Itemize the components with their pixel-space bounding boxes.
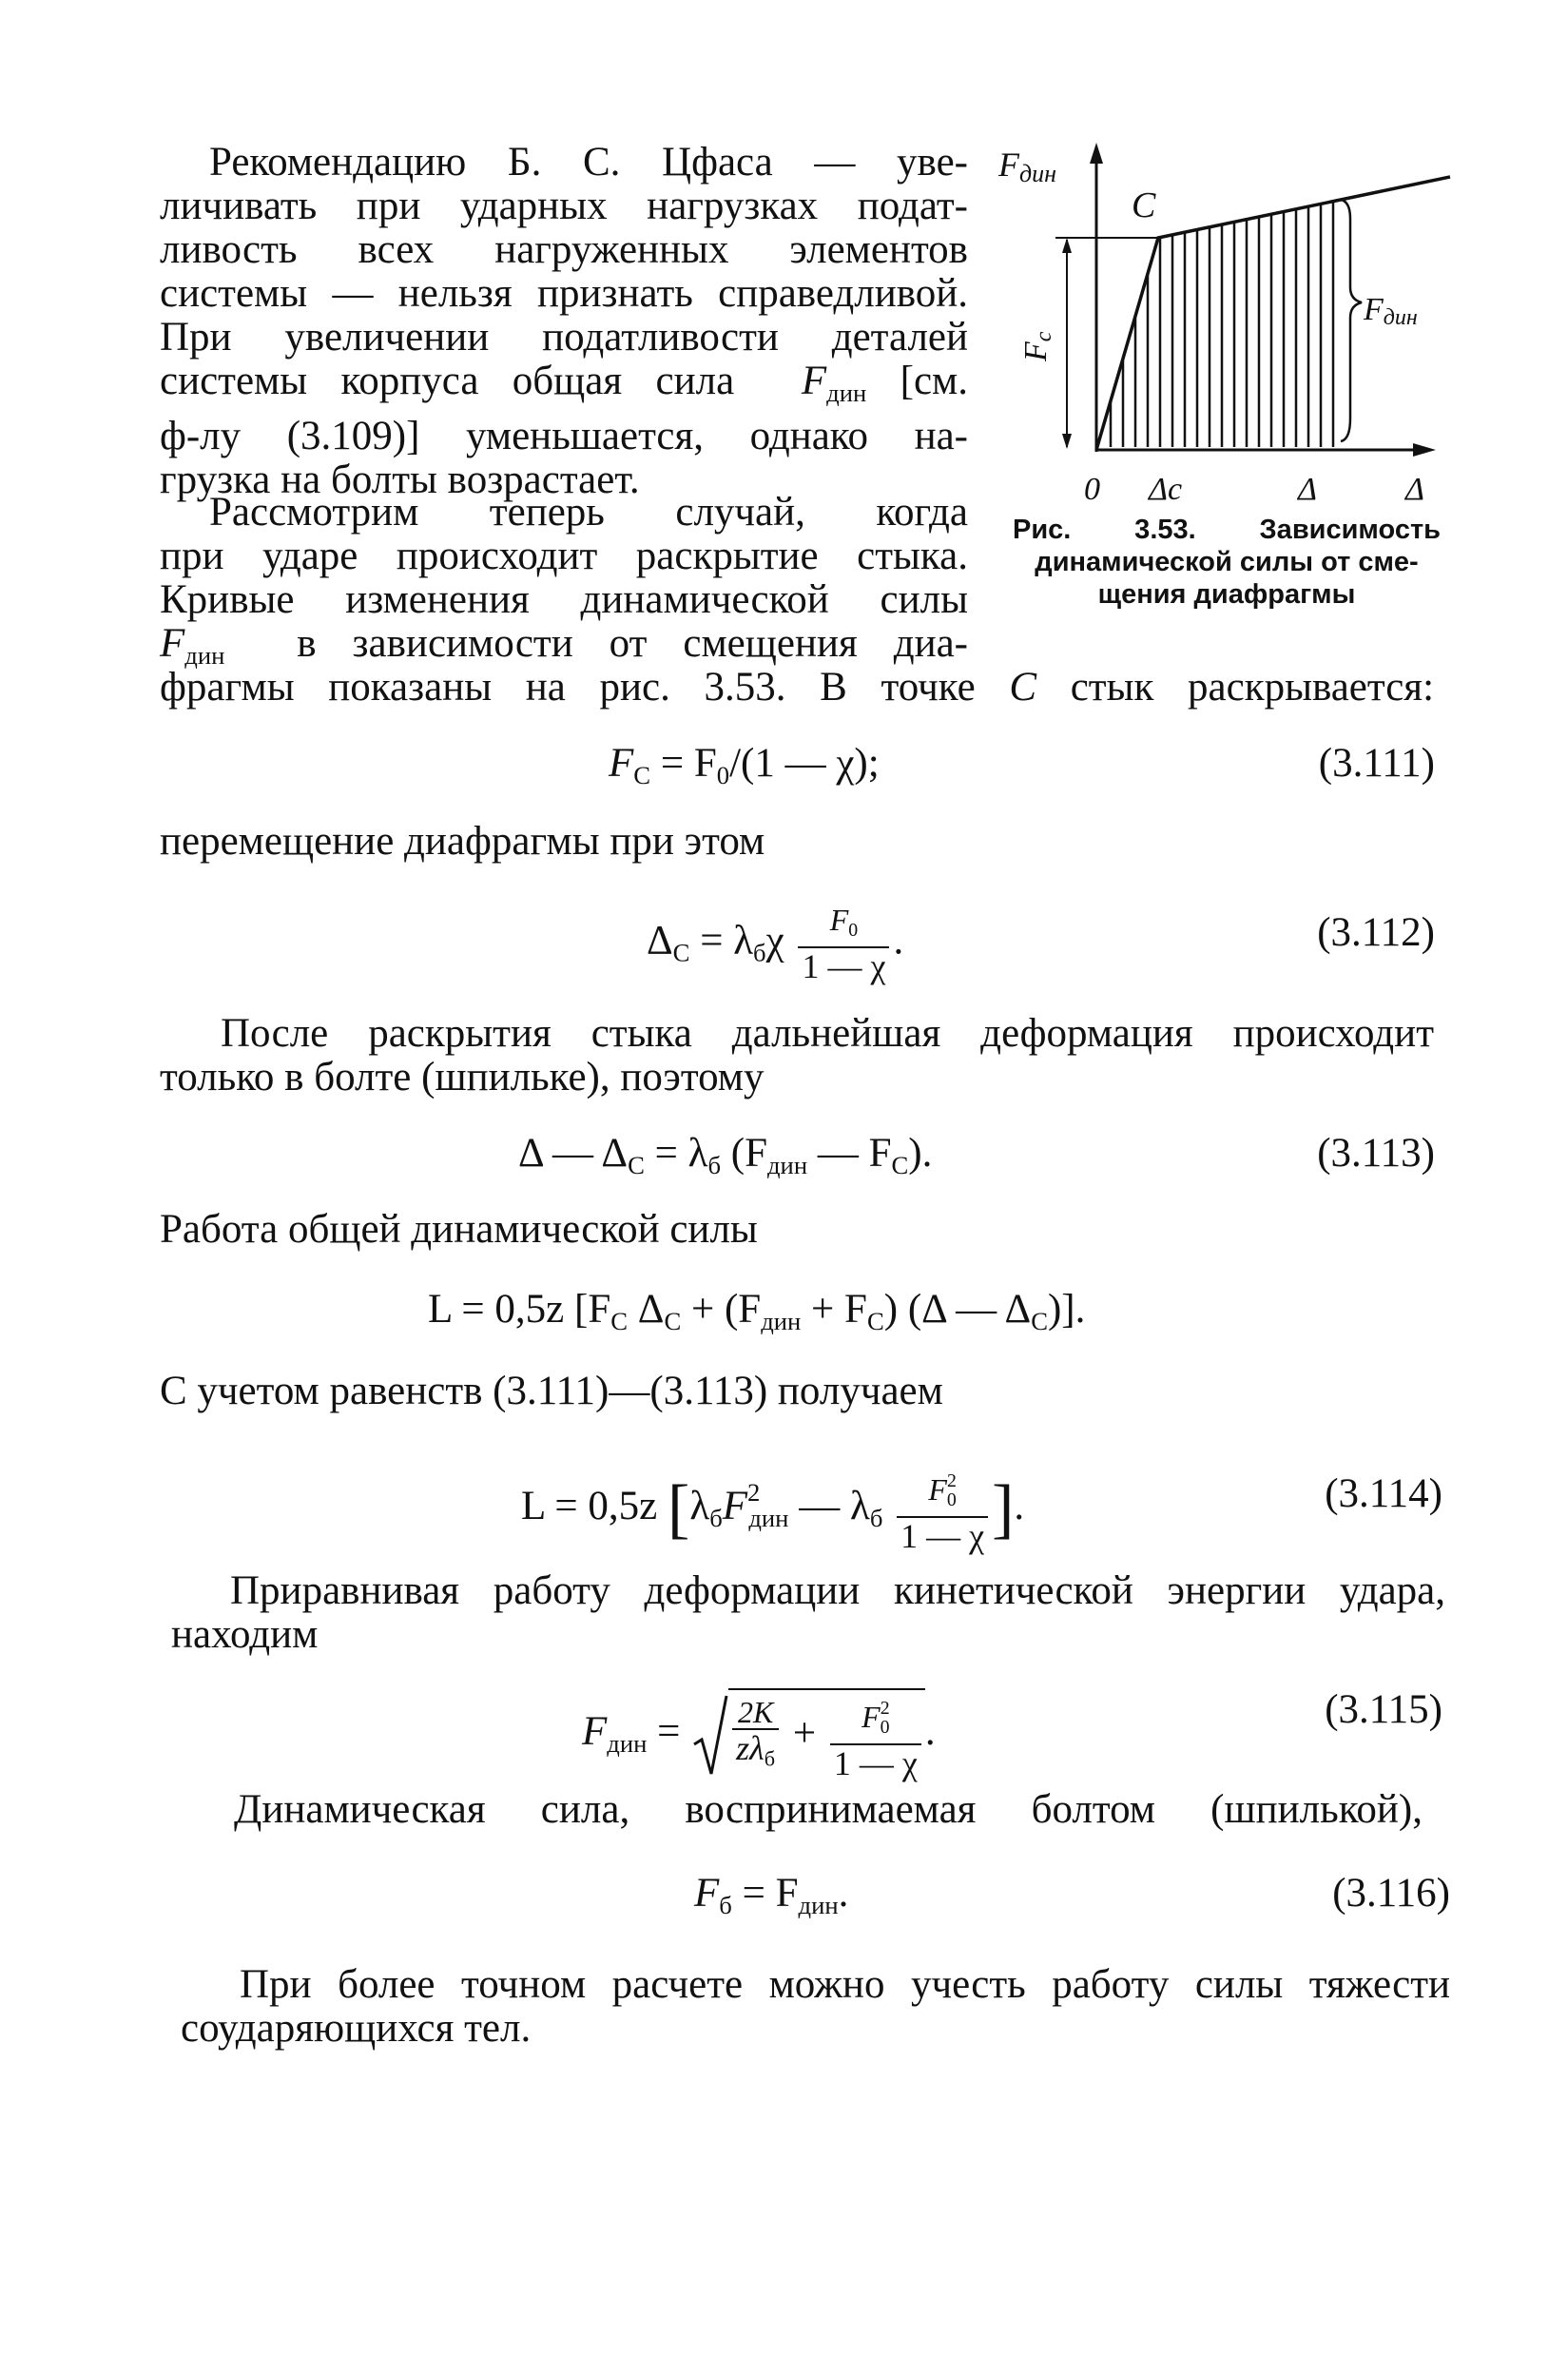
equation-3-111 xyxy=(609,742,880,797)
numerator: F xyxy=(829,903,849,937)
superscript: 2 xyxy=(880,1698,890,1719)
subscript: б xyxy=(869,1503,883,1532)
equation-part: Δ — Δ xyxy=(518,1131,629,1176)
text-line: Приравнивая работу деформации кинетической энергии удара, xyxy=(230,1568,1445,1613)
subscript: C xyxy=(628,1150,645,1179)
fraction xyxy=(897,1465,988,1554)
denominator: zλ xyxy=(736,1729,765,1768)
paragraph-recommendation xyxy=(160,141,968,502)
text-line: только в болте (шпильке), поэтому xyxy=(160,1055,765,1099)
bracket-close: ] xyxy=(992,1471,1015,1546)
equation-3-112 xyxy=(647,904,903,984)
numerator: 2K xyxy=(737,1695,774,1730)
y-axis-label: Fдин xyxy=(998,146,1057,187)
text-line xyxy=(160,1208,1434,1252)
subscript: дин xyxy=(748,1503,789,1532)
text-line: При увеличении податливости деталей xyxy=(160,315,968,360)
equation-part: . xyxy=(1014,1483,1025,1528)
symbol: F xyxy=(722,1483,748,1528)
fc-arrow-bottom xyxy=(1062,434,1072,449)
equation-work xyxy=(428,1288,1085,1343)
equation-part: + F xyxy=(801,1287,867,1332)
bracket-open: [ xyxy=(668,1471,690,1546)
square-root xyxy=(690,1688,925,1781)
fc-arrow-top xyxy=(1062,238,1072,253)
subscript: дин xyxy=(826,378,867,407)
equation-part: (F xyxy=(721,1131,767,1176)
subscript: б xyxy=(707,1150,722,1179)
text-segment: С учетом равенств (3.111)—(3.113) получаем xyxy=(160,1369,943,1413)
text-line xyxy=(234,1788,1423,1832)
subscript: дин xyxy=(767,1150,808,1179)
brace xyxy=(1341,200,1362,441)
fraction xyxy=(798,904,889,984)
paragraph-equating xyxy=(171,1569,1445,1657)
equation-part: = λ xyxy=(700,918,754,963)
text-line xyxy=(160,820,1434,864)
text-line: Кривые изменения динамической силы xyxy=(160,577,968,622)
equation-part: . xyxy=(893,918,904,963)
text-segment: перемещение диафрагмы при этом xyxy=(160,819,765,864)
x-axis-arrow xyxy=(1413,443,1436,457)
text-segment: в зависимости от смещения диа- xyxy=(297,621,968,666)
numerator: F xyxy=(861,1699,881,1734)
fraction xyxy=(732,1696,779,1778)
subscript: 0 xyxy=(946,1489,957,1510)
text-line: при ударе происходит раскрытие стыка. xyxy=(160,534,968,578)
text-line: системы — нельзя признать справедливой. xyxy=(160,271,968,316)
equation-number: (3.116) xyxy=(1332,1871,1450,1916)
fraction xyxy=(830,1692,921,1781)
text-line xyxy=(160,666,1434,710)
equation-number: (3.111) xyxy=(1318,741,1435,786)
subscript: дин xyxy=(607,1728,648,1758)
equation-part: /(1 — χ); xyxy=(729,741,880,786)
equation-number: (3.114) xyxy=(1325,1471,1442,1516)
caption-line: щения диафрагмы xyxy=(1097,579,1356,610)
subscript: 0 xyxy=(880,1716,890,1738)
symbol-f: F xyxy=(160,621,185,666)
text-line: находим xyxy=(171,1612,319,1657)
radical-sign xyxy=(690,1692,728,1778)
text-segment: стык раскрывается: xyxy=(1070,665,1435,710)
subscript: дин xyxy=(761,1306,802,1335)
equation-part: L = 0,5z [F xyxy=(428,1287,611,1332)
equation-3-115 xyxy=(582,1688,936,1781)
text-segment: системы корпуса общая сила xyxy=(160,359,735,403)
subscript: б xyxy=(764,1746,776,1771)
subscript: б xyxy=(709,1503,723,1532)
denominator: 1 — χ xyxy=(833,1743,918,1782)
figure-caption xyxy=(1013,514,1441,611)
caption-line: Рис. 3.53. Зависимость xyxy=(1013,515,1441,545)
point-c-label: C xyxy=(1132,185,1156,225)
text-segment: фрагмы показаны на рис. 3.53. В точке xyxy=(160,665,976,710)
paragraph-consider xyxy=(160,491,968,677)
subscript: C xyxy=(664,1306,682,1335)
fc-label: Fc xyxy=(1018,331,1056,361)
text-line: личивать при ударных нагрузках подат- xyxy=(160,184,968,228)
subscript: б xyxy=(719,1890,732,1919)
subscript: C xyxy=(633,760,651,789)
subscript: дин xyxy=(184,640,225,670)
symbol: F xyxy=(694,1871,720,1916)
x-label-delta-end: Δ xyxy=(1405,472,1424,507)
symbol: χ xyxy=(765,918,784,963)
text-segment: Работа общей динамической силы xyxy=(160,1207,758,1252)
point-label: C xyxy=(1009,665,1037,710)
equation-3-113 xyxy=(518,1132,932,1187)
equation-part: = λ xyxy=(644,1131,708,1176)
equation-part: ). xyxy=(908,1131,933,1176)
equation-part: L = 0,5z xyxy=(521,1483,658,1528)
text-line: ливость всех нагруженных элементов xyxy=(160,227,968,272)
text-line: Рассмотрим теперь случай, когда xyxy=(209,490,968,535)
subscript: C xyxy=(672,938,690,967)
numerator: F xyxy=(928,1471,947,1507)
radicand xyxy=(728,1688,925,1781)
text-line xyxy=(160,1370,1434,1413)
superscript: 2 xyxy=(946,1470,957,1491)
text-segment: [см. xyxy=(900,359,969,403)
subscript: C xyxy=(866,1306,884,1335)
equation-part: Δ xyxy=(628,1287,665,1332)
brace-label: Fдин xyxy=(1364,292,1418,330)
text-line: соударяющихся тел. xyxy=(181,2006,532,2051)
equation-3-116 xyxy=(694,1872,848,1927)
equation-part: — F xyxy=(807,1131,892,1176)
subscript: 0 xyxy=(848,919,859,941)
equation-part: = F xyxy=(660,741,717,786)
x-label-delta: Δ xyxy=(1298,472,1317,507)
subscript: дин xyxy=(798,1890,839,1919)
text-line: Рекомендацию Б. С. Цфаса — уве- xyxy=(209,140,968,185)
subscript: C xyxy=(891,1150,909,1179)
paragraph-final xyxy=(181,1963,1450,2051)
subscript: C xyxy=(610,1306,629,1335)
symbol-f: F xyxy=(801,359,827,403)
paragraph-consider-end xyxy=(160,666,1434,710)
equation-part: = F xyxy=(731,1871,799,1916)
symbol: Δ xyxy=(647,918,673,963)
paragraph-after-opening xyxy=(160,1012,1434,1099)
text-line: После раскрытия стыка дальнейшая деформация происходит xyxy=(221,1011,1434,1056)
text-line: грузка на болты возрастает. xyxy=(160,457,640,502)
equation-part: + xyxy=(792,1710,817,1756)
text-line: При более точном расчете можно учесть работу силы тяжести xyxy=(240,1962,1450,2007)
x-label-delta-c: Δc xyxy=(1149,472,1183,507)
text-segment: Динамическая сила, воспринимаемая болтом (шпилькой), xyxy=(234,1787,1423,1832)
equation-part: = xyxy=(657,1708,681,1754)
x-label-0: 0 xyxy=(1084,472,1100,507)
equation-part: λ xyxy=(689,1483,710,1528)
equation-number: (3.112) xyxy=(1317,910,1435,955)
denominator: 1 — χ xyxy=(900,1516,985,1555)
caption-line: динамической силы от сме- xyxy=(1035,547,1419,577)
equation-number: (3.113) xyxy=(1317,1131,1435,1176)
y-axis-arrow xyxy=(1090,143,1103,164)
equation-part: . xyxy=(838,1871,849,1916)
equation-part: . xyxy=(924,1708,936,1754)
equation-3-114 xyxy=(521,1465,1024,1554)
denominator: 1 — χ xyxy=(802,946,886,985)
equation-part: — λ xyxy=(788,1483,870,1528)
subscript: 0 xyxy=(716,760,730,789)
text-line: ф-лу (3.109)] уменьшается, однако на- xyxy=(160,413,968,458)
symbol: F xyxy=(609,741,634,786)
equation-part: )]. xyxy=(1047,1287,1086,1332)
subscript: б xyxy=(753,938,766,967)
figure-3-53 xyxy=(989,133,1455,514)
subscript: C xyxy=(1031,1306,1048,1335)
equation-part: ) (Δ — Δ xyxy=(883,1287,1032,1332)
equation-number: (3.115) xyxy=(1325,1687,1442,1732)
superscript: 2 xyxy=(747,1478,761,1508)
equation-part: + (F xyxy=(681,1287,762,1332)
text-line xyxy=(160,360,968,415)
symbol: F xyxy=(582,1708,608,1754)
